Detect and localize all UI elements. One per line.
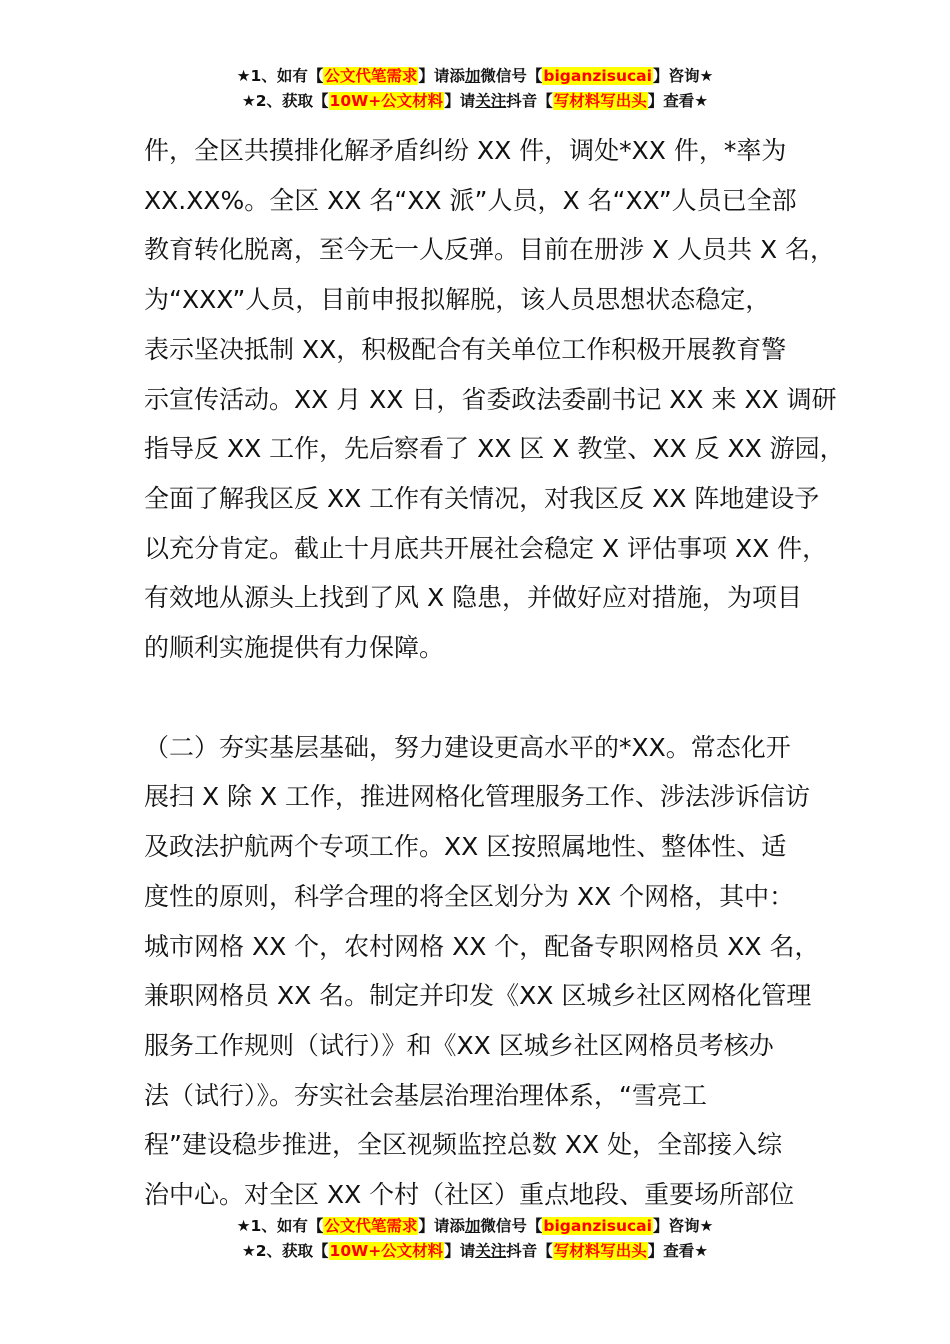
text-line: 及政法护航两个专项工作。XX 区按照属地性、整体性、适 (144, 832, 787, 862)
text-line: 表示坚决抵制 XX，积极配合有关单位工作积极开展教育警 (144, 334, 787, 364)
text-line: 程”建设稳步推进，全区视频监控总数 XX 处，全部接入综 (144, 1130, 783, 1160)
text-line: 指导反 XX 工作，先后察看了 XX 区 X 教堂、XX 反 XX 游园， (144, 434, 845, 464)
text-line: （二）夯实基层基础，努力建设更高水平的*XX。常态化开 (144, 732, 791, 762)
banner-text: 】咨询★ (652, 1217, 714, 1235)
header-banner (0, 64, 950, 114)
banner-highlight: 写材料写出头 (553, 1242, 647, 1260)
banner-line-1 (0, 1214, 950, 1239)
text-line: 件，全区共摸排化解矛盾纠纷 XX 件，调处*XX 件，*率为 (144, 136, 787, 165)
text-line: 有效地从源头上找到了风 X 隐患，并做好应对措施，为项目 (144, 583, 803, 613)
banner-text: ★2、获取【 (241, 1242, 329, 1260)
banner-text: ★1、如有【 (236, 67, 324, 85)
text-line: 教育转化脱离，至今无一人反弹。目前在册涉 X 人员共 X 名， (144, 235, 836, 265)
banner-highlight: 10W+公文材料 (329, 1242, 444, 1260)
paragraph-gap (144, 673, 834, 723)
banner-underline: 关注 (475, 92, 507, 110)
banner-highlight: 公文代笔需求 (324, 1217, 418, 1235)
banner-text: 】查看★ (647, 92, 709, 110)
text-line: 为“XXX”人员，目前申报拟解脱，该人员思想状态稳定， (144, 285, 771, 315)
banner-text: 抖音【 (506, 1242, 553, 1260)
banner-text: 】请添 (418, 1217, 465, 1235)
footer-banner (0, 1214, 950, 1264)
banner-underline: 加 (464, 67, 481, 85)
banner-highlight: biganzisucai (543, 67, 652, 85)
banner-underline: 加 (464, 1217, 481, 1235)
text-line: 以充分肯定。截止十月底共开展社会稳定 X 评估事项 XX 件， (144, 533, 828, 563)
document-body (144, 126, 845, 1220)
banner-line-2 (0, 89, 950, 114)
banner-text: ★2、获取【 (241, 92, 329, 110)
banner-line-2 (0, 1239, 950, 1264)
text-line: 展扫 X 除 X 工作，推进网格化管理服务工作、涉法涉诉信访 (144, 782, 811, 812)
banner-text: 】请添 (418, 67, 465, 85)
text-line: XX.XX%。全区 XX 名“XX 派”人员，X 名“XX”人员已全部 (144, 185, 797, 215)
banner-highlight: 写材料写出头 (553, 92, 647, 110)
banner-text: 微信号【 (480, 67, 543, 85)
text-line: 度性的原则，科学合理的将全区划分为 XX 个网格，其中： (144, 881, 795, 911)
banner-highlight: biganzisucai (543, 1217, 652, 1235)
text-line: 治中心。对全区 XX 个村（社区）重点地段、重要场所部位 (144, 1180, 795, 1210)
banner-line-1 (0, 64, 950, 89)
text-line: 城市网格 XX 个，农村网格 XX 个，配备专职网格员 XX 名， (144, 931, 820, 961)
text-line: 服务工作规则（试行）》和《XX 区城乡社区网格员考核办 (144, 1030, 774, 1060)
banner-text: 】请 (444, 1242, 476, 1260)
banner-text: 】咨询★ (652, 67, 714, 85)
banner-text: 微信号【 (480, 1217, 543, 1235)
banner-text: 抖音【 (506, 92, 553, 110)
banner-highlight: 公文代笔需求 (324, 67, 418, 85)
banner-underline: 关注 (475, 1242, 507, 1260)
banner-text: 】查看★ (647, 1242, 709, 1260)
text-line: 法（试行）》。夯实社会基层治理治理体系，“雪亮工 (144, 1080, 707, 1110)
text-line: 全面了解我区反 XX 工作有关情况，对我区反 XX 阵地建设予 (144, 483, 820, 513)
banner-text: ★1、如有【 (236, 1217, 324, 1235)
text-line: 兼职网格员 XX 名。制定并印发《XX 区城乡社区网格化管理 (144, 981, 812, 1011)
text-line: 的顺利实施提供有力保障。 (144, 633, 445, 663)
text-line: 示宣传活动。XX 月 XX 日，省委政法委副书记 XX 来 XX 调研 (144, 384, 837, 414)
banner-highlight: 10W+公文材料 (329, 92, 444, 110)
banner-text: 】请 (444, 92, 476, 110)
